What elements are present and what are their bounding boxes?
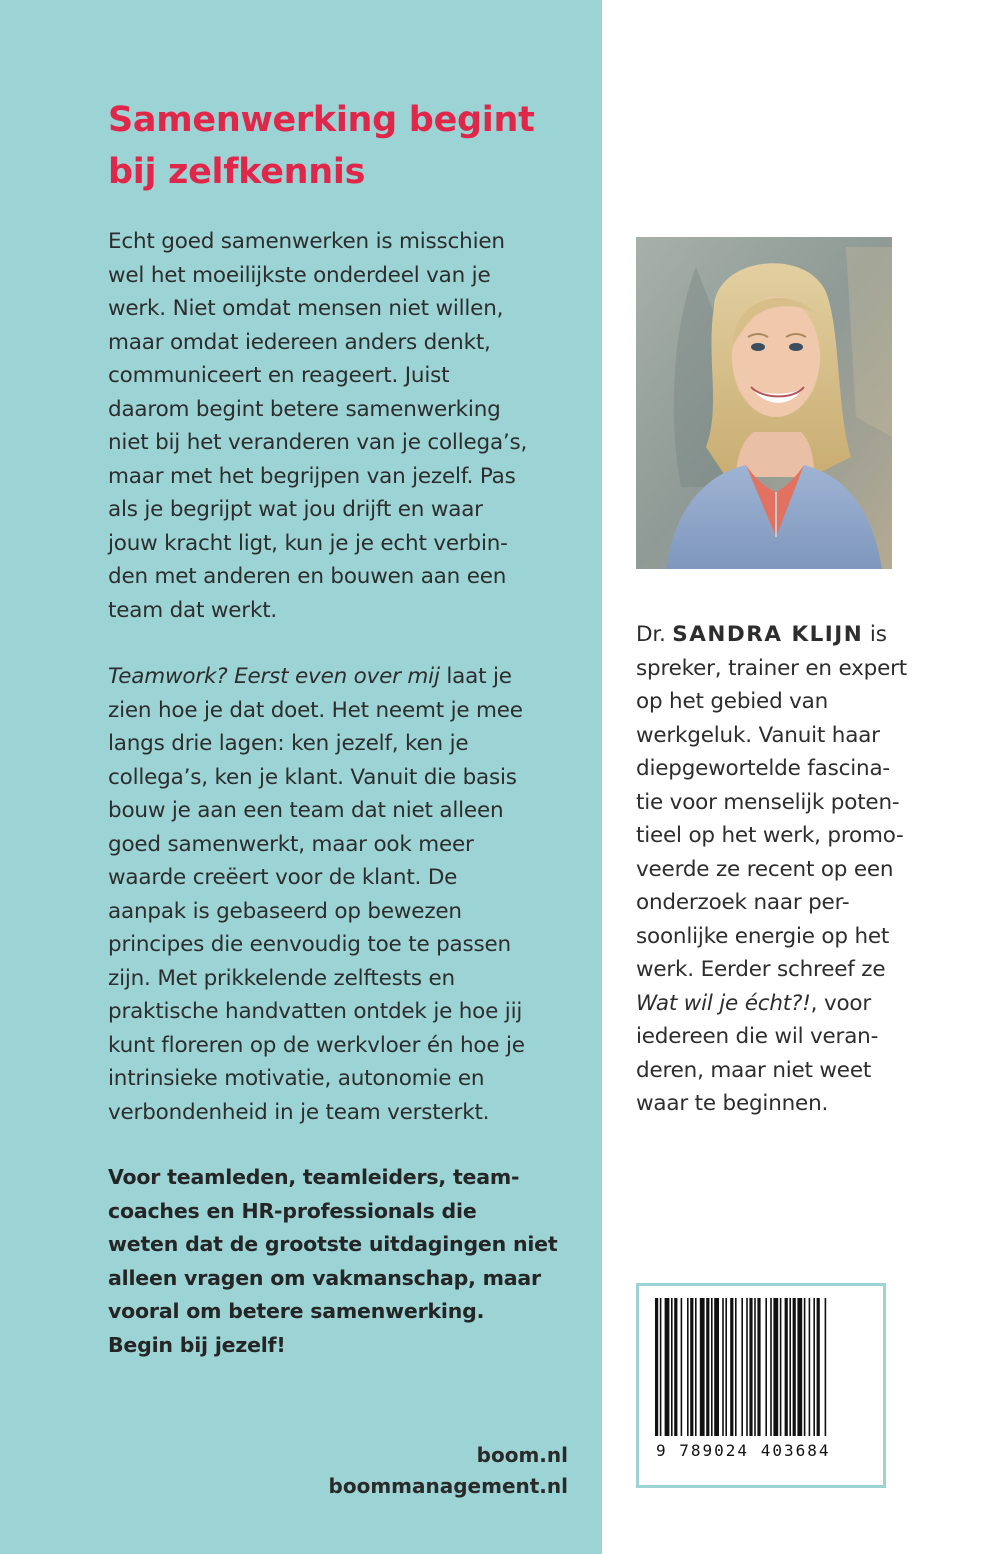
text-line: maar omdat iedereen anders denkt, [108, 329, 491, 355]
text-line: zijn. Met prikkelende zelftests en [108, 965, 455, 991]
intro-paragraph [108, 225, 578, 627]
text-line: aanpak is gebaseerd op bewezen [108, 898, 462, 924]
text-line: zien hoe je dat doet. Het neemt je mee [108, 697, 523, 723]
author-bio [636, 618, 966, 1121]
text-line: jouw kracht ligt, kun je je echt verbin- [108, 530, 508, 556]
text-line: vooral om betere samenwerking. [108, 1299, 485, 1323]
barcode-icon [639, 1286, 883, 1436]
text-line: als je begrijpt wat jou drijft en waar [108, 497, 483, 522]
text-line: waarde creëert voor de klant. De [108, 865, 458, 890]
publisher-websites [329, 1440, 568, 1502]
text-line: den met anderen en bouwen aan een [108, 564, 507, 589]
text-line: Begin bij jezelf! [108, 1332, 286, 1357]
text-line: praktische handvatten ontdek je hoe jij [108, 999, 523, 1024]
isbn-barcode-box [636, 1283, 886, 1488]
website-link[interactable]: boommanagement.nl [328, 1474, 568, 1498]
text-line: principes die eenvoudig toe te passen [108, 932, 511, 957]
book-description-paragraph [108, 660, 578, 1129]
author-name: SANDRA KLIJN [672, 622, 864, 647]
website-link[interactable]: boom.nl [476, 1443, 568, 1467]
text-line: coaches en HR-professionals die [108, 1198, 477, 1223]
text-line: werk. Niet omdat mensen niet willen, [108, 296, 504, 321]
text-line: collega’s, ken je klant. Vanuit die basis [108, 764, 517, 790]
text-line: niet bij het veranderen van je collega’s, [108, 430, 528, 455]
text-line: spreker, trainer en expert [636, 655, 908, 681]
text-fragment: , voor [810, 990, 872, 1016]
text-line: soonlijke energie op het [636, 923, 890, 949]
text-line: langs drie lagen: ken jezelf, ken je [108, 731, 469, 756]
text-line: op het gebied van [636, 689, 829, 714]
previous-book-title: Wat wil je écht?! [636, 990, 811, 1016]
text-line: communiceert en reageert. Juist [108, 363, 450, 388]
text-line: team dat werkt. [108, 597, 278, 623]
text-line: werkgeluk. Vanuit haar [636, 722, 880, 748]
text-line [636, 987, 966, 1021]
isbn-digits: 9 789024 403684 [656, 1441, 831, 1460]
text-line: waar te beginnen. [636, 1091, 829, 1116]
author-portrait-illustration [636, 237, 892, 569]
text-line: veerde ze recent op een [636, 856, 894, 882]
back-cover-headline [108, 94, 578, 198]
text-line: onderzoek naar per- [636, 890, 850, 915]
text-line [636, 618, 966, 652]
text-line: Echt goed samenwerken is misschien [108, 229, 505, 254]
author-photo [636, 237, 892, 569]
text-line: goed samenwerkt, maar ook meer [108, 831, 474, 857]
text-line: Voor teamleden, teamleiders, team- [108, 1165, 520, 1189]
text-line: deren, maar niet weet [636, 1057, 872, 1083]
book-title: Teamwork? Eerst even over mij [108, 664, 440, 689]
text-line: diepgewortelde fascina- [636, 756, 890, 781]
text-line: daarom begint betere samenwerking [108, 396, 501, 422]
text-fragment: is [863, 622, 887, 647]
text-line: wel het moeilijkste onderdeel van je [108, 262, 491, 288]
text-line: tie voor menselijk poten- [636, 789, 900, 815]
text-line: bouw je aan een team dat niet alleen [108, 798, 504, 823]
text-line: tieel op het werk, promo- [636, 823, 904, 848]
text-line: alleen vragen om vakmanschap, maar [108, 1265, 541, 1290]
text-line: verbondenheid in je team versterkt. [108, 1099, 490, 1125]
text-line [108, 660, 578, 694]
headline-line: bij zelfkennis [108, 152, 366, 192]
text-line: iedereen die wil veran- [636, 1024, 879, 1049]
text-line: werk. Eerder schreef ze [636, 957, 886, 982]
headline-line: Samenwerking begint [108, 100, 535, 140]
audience-paragraph [108, 1161, 578, 1362]
text-line: weten dat de grootste uitdagingen niet [108, 1232, 558, 1256]
text-line: kunt floreren op de werkvloer én hoe je [108, 1032, 525, 1058]
author-prefix: Dr. [636, 622, 673, 647]
text-fragment: laat je [439, 664, 512, 689]
text-line: maar met het begrijpen van jezelf. Pas [108, 463, 516, 489]
text-line: intrinsieke motivatie, autonomie en [108, 1066, 485, 1091]
